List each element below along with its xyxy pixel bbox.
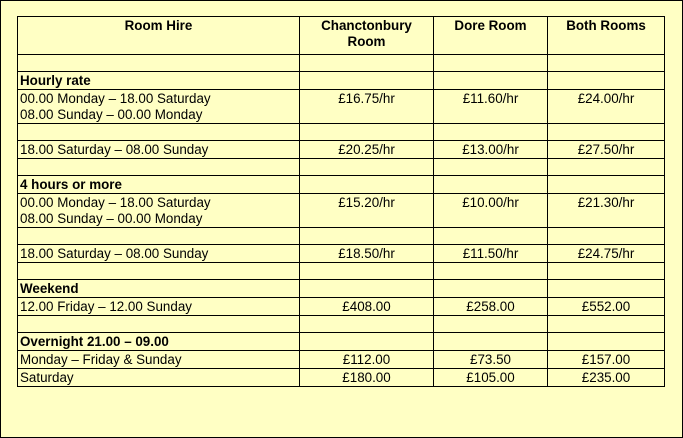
price-chanctonbury: £16.75/hr <box>300 90 434 124</box>
price-both: £157.00 <box>548 351 665 369</box>
section-title-overnight: Overnight 21.00 – 09.00 <box>18 333 300 351</box>
table-row <box>18 369 665 387</box>
table-row <box>18 298 665 316</box>
spacer-row <box>18 228 665 245</box>
time-range-line: 00.00 Monday – 18.00 Saturday <box>20 195 211 210</box>
price-dore: £258.00 <box>434 298 548 316</box>
price-dore: £105.00 <box>434 369 548 387</box>
table-row <box>18 90 665 124</box>
section-row-hourly-rate <box>18 72 665 90</box>
section-row-weekend <box>18 280 665 298</box>
price-both: £21.30/hr <box>548 194 665 228</box>
section-row-overnight <box>18 333 665 351</box>
time-range-cell: 12.00 Friday – 12.00 Sunday <box>18 298 300 316</box>
price-both: £235.00 <box>548 369 665 387</box>
section-title-4-hours-or-more: 4 hours or more <box>18 176 300 194</box>
room-hire-rates-table <box>17 16 665 387</box>
section-title-hourly-rate: Hourly rate <box>18 72 300 90</box>
time-range-cell: 18.00 Saturday – 08.00 Sunday <box>18 245 300 263</box>
table-header-row <box>18 17 665 55</box>
section-title-weekend: Weekend <box>18 280 300 298</box>
price-dore: £10.00/hr <box>434 194 548 228</box>
price-both: £27.50/hr <box>548 141 665 159</box>
table-row <box>18 351 665 369</box>
time-range-cell: Saturday <box>18 369 300 387</box>
spacer-row <box>18 159 665 176</box>
table-row <box>18 245 665 263</box>
price-chanctonbury: £112.00 <box>300 351 434 369</box>
header-dore-room: Dore Room <box>434 17 548 55</box>
spacer-row <box>18 55 665 72</box>
price-chanctonbury: £18.50/hr <box>300 245 434 263</box>
price-chanctonbury: £20.25/hr <box>300 141 434 159</box>
price-chanctonbury: £15.20/hr <box>300 194 434 228</box>
price-both: £552.00 <box>548 298 665 316</box>
header-room-hire: Room Hire <box>18 17 300 55</box>
time-range-line: 00.00 Monday – 18.00 Saturday <box>20 91 211 106</box>
price-both: £24.75/hr <box>548 245 665 263</box>
section-row-4-hours-or-more <box>18 176 665 194</box>
header-chanctonbury-room: Chanctonbury Room <box>300 17 434 55</box>
time-range-line: 08.00 Sunday – 00.00 Monday <box>20 211 203 226</box>
spacer-row <box>18 316 665 333</box>
table-row <box>18 141 665 159</box>
price-dore: £11.60/hr <box>434 90 548 124</box>
time-range-cell <box>18 90 300 124</box>
price-dore: £73.50 <box>434 351 548 369</box>
price-chanctonbury: £180.00 <box>300 369 434 387</box>
time-range-cell: 18.00 Saturday – 08.00 Sunday <box>18 141 300 159</box>
spacer-row <box>18 124 665 141</box>
table-row <box>18 194 665 228</box>
price-dore: £13.00/hr <box>434 141 548 159</box>
time-range-cell <box>18 194 300 228</box>
time-range-cell: Monday – Friday & Sunday <box>18 351 300 369</box>
header-both-rooms: Both Rooms <box>548 17 665 55</box>
price-both: £24.00/hr <box>548 90 665 124</box>
price-dore: £11.50/hr <box>434 245 548 263</box>
spacer-row <box>18 263 665 280</box>
time-range-line: 08.00 Sunday – 00.00 Monday <box>20 107 203 122</box>
price-chanctonbury: £408.00 <box>300 298 434 316</box>
